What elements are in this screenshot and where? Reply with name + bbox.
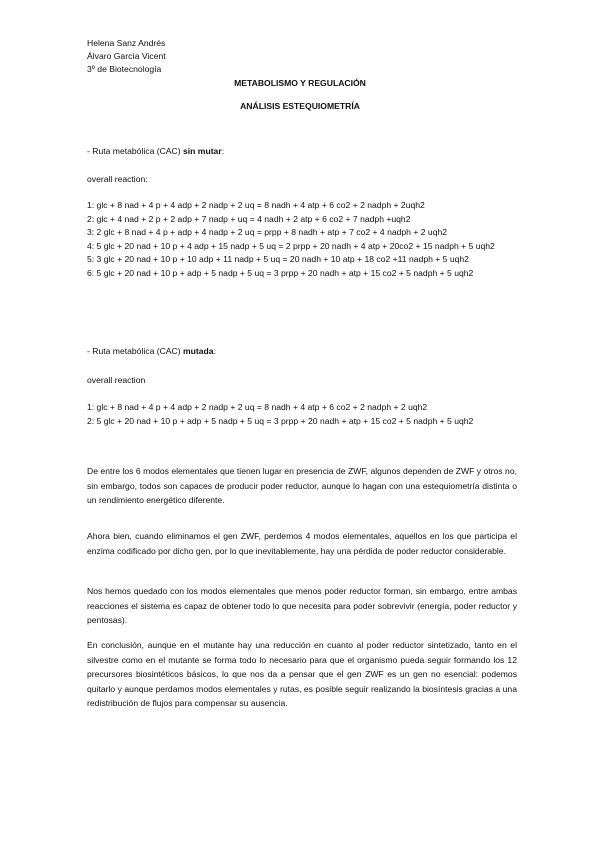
- course-label: 3º de Biotecnología: [87, 64, 162, 74]
- section-prefix: - Ruta metabólica (CAC): [87, 346, 183, 356]
- overall-reaction-label: overall reaction: [87, 375, 146, 385]
- paragraph: En conclusión, aunque en el mutante hay una reducción en cuanto al poder reductor sintetizado, tanto en el silvestre como en el mutante se forma todo lo necesario para que el organismo pueda seguir formando los 12 precursores biosintéticos básicos, lo que nos da a pensar que el gen ZWF es un gen no esencial: podemos quitarlo y aunque perdamos modos elementales y rutas, es posible seguir realizando la biosíntesis gracias a una redistribución de flujos para compensar su ausencia.: [87, 640, 517, 709]
- reaction-line: 3: 2 glc + 8 nad + 4 p + adp + 4 nadp + 2 uq = prpp + 8 nadh + atp + 7 co2 + 4 nadph + 2 uqh2: [87, 227, 448, 238]
- reaction-line: 6: 5 glc + 20 nad + 10 p + adp + 5 nadp + 5 uq = 3 prpp + 20 nadh + atp + 15 co2 + 5 nadph + 5 uqh2: [87, 267, 474, 278]
- section-suffix: :: [221, 146, 225, 156]
- section-emphasis: mutada: [183, 346, 214, 356]
- paragraph: Ahora bien, cuando eliminamos el gen ZWF, perdemos 4 modos elementales, aquellos en los que participa el enzima codificado por dicho gen, por lo que inevitablemente, hay una pérdida de poder reductor considerable.: [87, 531, 517, 556]
- overall-reaction-label: overall reaction:: [87, 174, 148, 184]
- section-heading-wild: [87, 146, 224, 156]
- section-emphasis: sin mutar: [183, 146, 222, 156]
- reaction-line: 2: 5 glc + 20 nad + 10 p + adp + 5 nadp + 5 uq = 3 prpp + 20 nadh + atp + 15 co2 + 5 nadph + 5 uqh2: [87, 415, 474, 426]
- reaction-line: 2: glc + 4 nad + 2 p + 2 adp + 7 nadp + uq = 4 nadh + 2 atp + 6 co2 + 7 nadph +uqh2: [87, 213, 411, 224]
- author-block: [87, 37, 166, 76]
- section-suffix: :: [213, 346, 216, 356]
- section-prefix: - Ruta metabólica (CAC): [87, 146, 183, 156]
- document-title: METABOLISMO Y REGULACIÓN: [234, 78, 366, 88]
- reaction-line: 1: glc + 8 nad + 4 p + 4 adp + 2 nadp + 2 uq = 8 nadh + 4 atp + 6 co2 + 2 nadph + 2uqh2: [87, 200, 425, 210]
- paragraph: Nos hemos quedado con los modos elementales que menos poder reductor forman, sin embargo, entre ambas reacciones el sistema es capaz de obtener todo lo que necesita para poder sobrevivir (energía, poder reductor y pentosas).: [87, 586, 517, 626]
- paragraph: De entre los 6 modos elementales que tienen lugar en presencia de ZWF, algunos dependen de ZWF y otros no, sin embargo, todos son capaces de producir poder reductor, aunque lo hagan con una estequiometría distinta o un rendimiento energético diferente.: [87, 466, 517, 506]
- document-subtitle: ANÁLISIS ESTEQUIOMETRÍA: [240, 101, 360, 111]
- author-name: Álvaro García Vicent: [87, 51, 166, 61]
- reaction-line: 4: 5 glc + 20 nad + 10 p + 4 adp + 15 nadp + 5 uq = 2 prpp + 20 nadh + 4 atp + 20co2 + 15 nadph + 5 uqh2: [87, 240, 495, 251]
- reaction-line: 5: 3 glc + 20 nad + 10 p + 10 adp + 11 nadp + 5 uq = 20 nadh + 10 atp + 18 co2 +11 nadph + 5 uqh2: [87, 254, 469, 265]
- author-name: Helena Sanz Andrés: [87, 38, 166, 48]
- reaction-line: 1: glc + 8 nad + 4 p + 4 adp + 2 nadp + 2 uq = 8 nadh + 4 atp + 6 co2 + 2 nadph + 2 uqh2: [87, 402, 428, 412]
- reaction-list-wild: [87, 199, 515, 281]
- reaction-list-mutant: [87, 401, 515, 428]
- section-heading-mutant: [87, 346, 216, 356]
